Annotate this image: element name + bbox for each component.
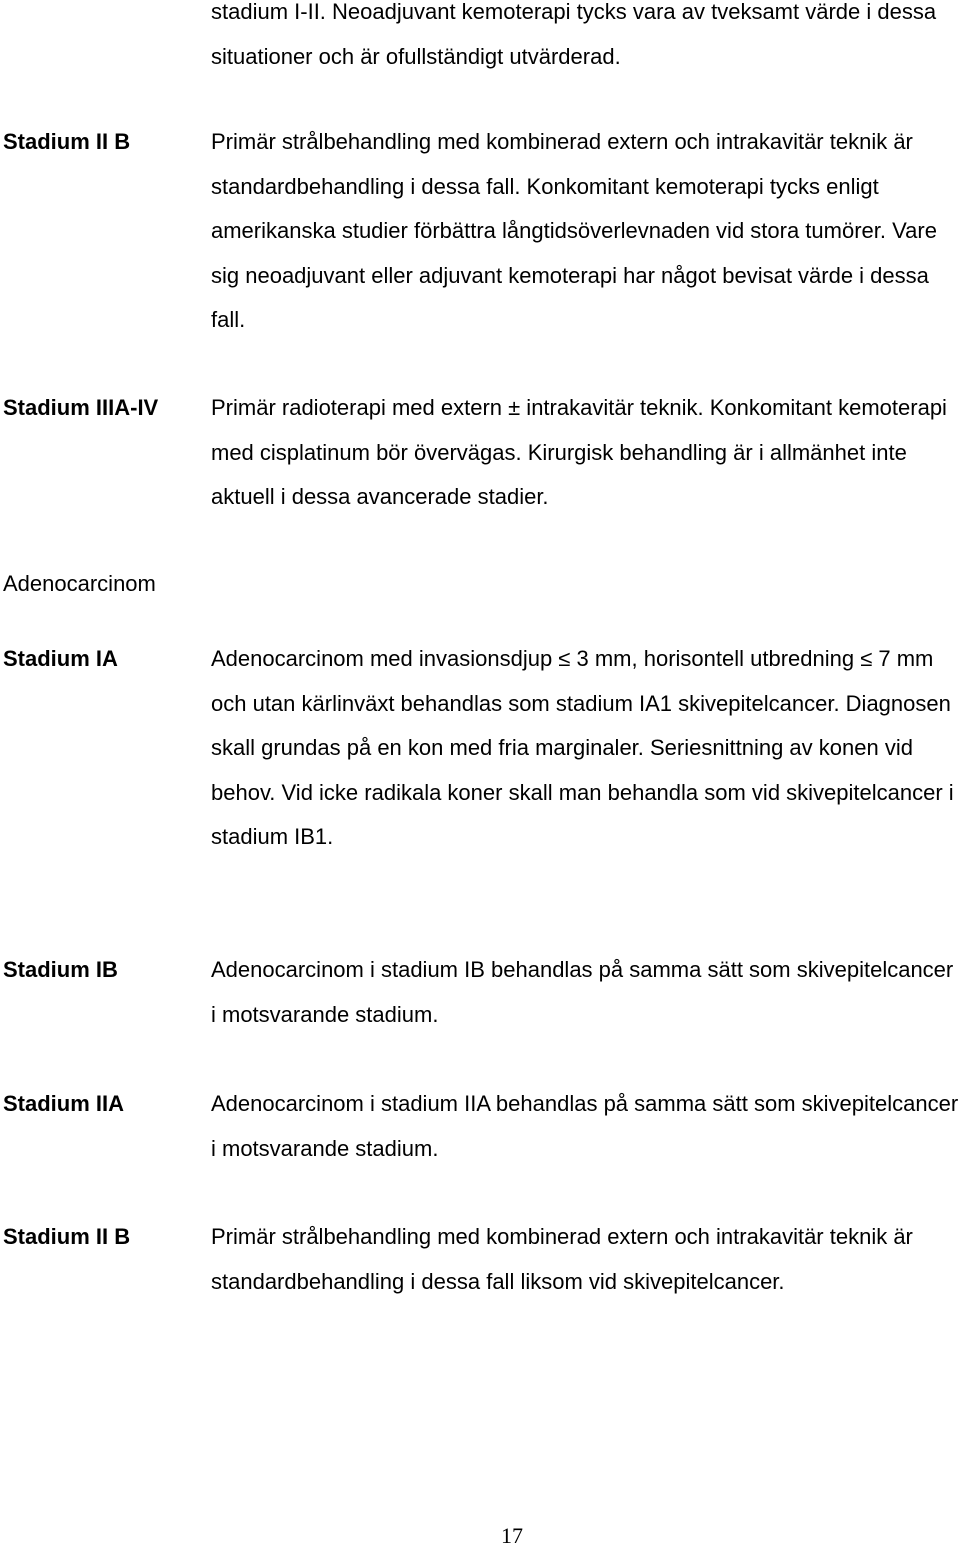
section-label-squamous-stadium-iiia-iv: Stadium IIIA-IV [3, 395, 159, 420]
section-text-squamous-stadium-iib: Primär strålbehandling med kombinerad extern och intrakavitär teknik är standardbehandling i dessa fall. Konkomitant kemoterapi tycks enligt amerikanska studier förbättra långtidsöverlevnaden vid stora tumörer. Vare sig neoadjuvant eller adjuvant kemoterapi har något bevisat värde i dessa fall. [211, 129, 937, 332]
page-number: 17 [501, 1523, 523, 1548]
section-text-adeno-stadium-ib: Adenocarcinom i stadium IB behandlas på samma sätt som skivepitelcancer i motsvarande stadium. [211, 957, 954, 1027]
section-label-adeno-stadium-iib: Stadium II B [3, 1224, 131, 1249]
continuation-paragraph: stadium I-II. Neoadjuvant kemoterapi tycks vara av tveksamt värde i dessa situationer och är ofullständigt utvärderad. [211, 0, 937, 69]
section-label-adeno-stadium-iia: Stadium IIA [3, 1091, 125, 1116]
section-label-adeno-stadium-ia: Stadium IA [3, 646, 118, 671]
section-text-adeno-stadium-iia: Adenocarcinom i stadium IIA behandlas på samma sätt som skivepitelcancer i motsvarande stadium. [211, 1091, 959, 1161]
section-text-adeno-stadium-ia: Adenocarcinom med invasionsdjup ≤ 3 mm, horisontell utbredning ≤ 7 mm och utan kärlinväxt behandlas som stadium IA1 skivepitelcancer. Diagnosen skall grundas på en kon med fria marginaler. Seriesnittning av konen vid behov. Vid icke radikala koner skall man behandla som vid skivepitelcancer i stadium IB1. [211, 646, 954, 849]
section-label-squamous-stadium-iib: Stadium II B [3, 129, 131, 154]
section-label-adeno-stadium-ib: Stadium IB [3, 957, 118, 982]
section-text-adeno-stadium-iib: Primär strålbehandling med kombinerad extern och intrakavitär teknik är standardbehandling i dessa fall liksom vid skivepitelcancer. [211, 1224, 913, 1294]
section-text-squamous-stadium-iiia-iv: Primär radioterapi med extern ± intrakavitär teknik. Konkomitant kemoterapi med cisplatinum bör övervägas. Kirurgisk behandling är i allmänhet inte aktuell i dessa avancerade stadier. [211, 395, 947, 509]
adenocarcinom-heading: Adenocarcinom [3, 571, 156, 596]
